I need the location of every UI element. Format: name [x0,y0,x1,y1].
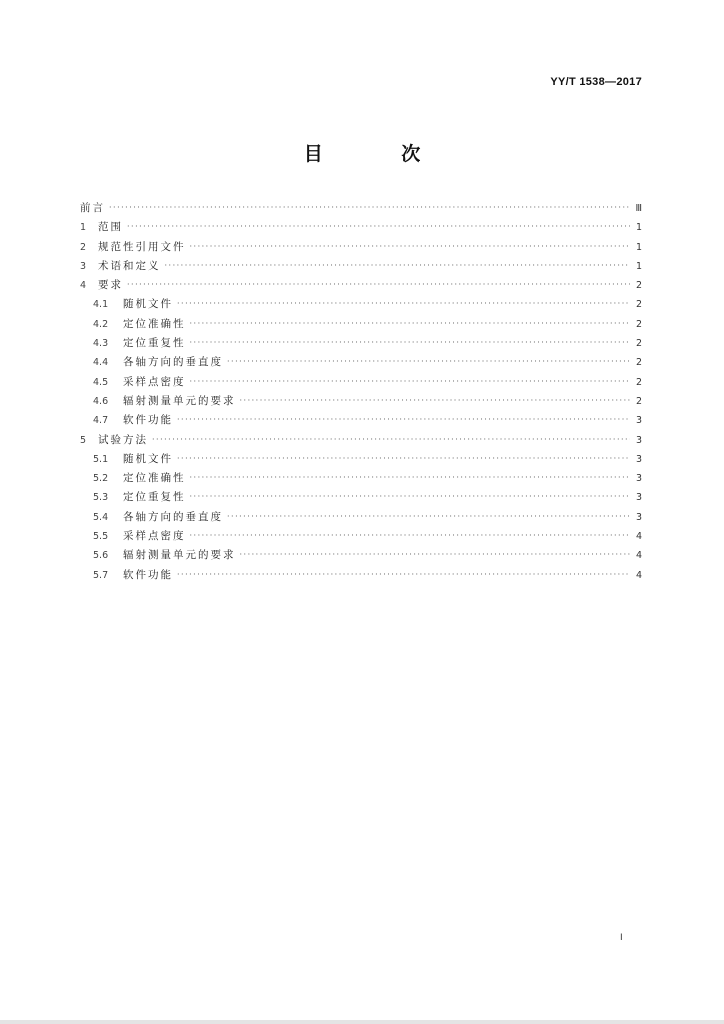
toc-entry-page: 2 [635,376,642,388]
toc-leader-dots [190,372,631,391]
toc-entry-number: 4.1 [93,299,109,311]
toc-leader-dots [177,410,630,429]
toc-entry-page: 2 [635,357,642,369]
toc-leader-dots [177,294,630,313]
toc-entry-title: 要求 [98,279,123,292]
page-title: 目 次 [303,143,457,165]
toc-entry-title: 各轴方向的垂直度 [123,510,223,523]
toc-entry-page: 3 [635,511,642,523]
toc-leader-dots [127,217,630,236]
toc-entry-title: 定位重复性 [123,491,186,504]
toc-entry[interactable] [80,508,642,527]
toc-entry-number: 5.3 [93,492,109,504]
toc-entry-number: 4 [80,280,87,292]
toc-entry-title: 随机文件 [123,452,173,465]
toc-entry-number: 4.3 [93,338,109,350]
toc-entry-title: 随机文件 [123,298,173,311]
toc-entry-page: 1 [635,260,642,272]
toc-entry[interactable] [80,488,642,507]
toc-entry-page: 1 [635,222,642,234]
toc-entry[interactable] [80,546,642,565]
toc-entry[interactable] [80,527,642,546]
toc-leader-dots [190,526,631,545]
toc-entry-page: 3 [635,492,642,504]
toc-entry-page: 4 [635,569,642,581]
toc-entry-number: 4.6 [93,395,109,407]
toc-leader-dots [240,391,631,410]
toc-entry[interactable] [80,276,642,295]
toc-leader-dots [190,237,631,256]
toc-entry-title: 规范性引用文件 [98,240,186,253]
toc-entry-page: 4 [635,531,642,543]
toc-entry-title: 试验方法 [98,433,148,446]
toc-entry-number: 5.5 [93,531,109,543]
toc-leader-dots [227,507,630,526]
toc-entry-number: 2 [80,241,87,253]
toc-entry-title: 采样点密度 [123,375,186,388]
toc-leader-dots [227,352,630,371]
toc-entry-title: 术语和定义 [98,259,161,272]
toc-entry-title: 各轴方向的垂直度 [123,356,223,369]
toc-entry-title: 定位准确性 [123,317,186,330]
toc-leader-dots [190,468,631,487]
bottom-scroll-edge [0,1020,724,1024]
toc-entry-number: 5.1 [93,453,109,465]
toc-entry[interactable] [80,469,642,488]
toc-entry[interactable] [80,373,642,392]
toc-entry-number: 5 [80,434,87,446]
toc-entry-number: 5.6 [93,550,109,562]
toc-entry-page: 2 [635,299,642,311]
toc-entry-number: 1 [80,222,87,234]
toc-entry-page: 4 [635,550,642,562]
toc-leader-dots [190,487,631,506]
toc-entry-title: 前言 [80,202,105,214]
toc-entry-page: 2 [635,338,642,350]
toc-leader-dots [165,256,631,275]
toc-leader-dots [190,314,631,333]
toc-entry-page: 2 [635,395,642,407]
toc-entry[interactable] [80,238,642,257]
toc-entry-page: 2 [635,280,642,292]
toc-entry-page: 3 [635,434,642,446]
toc-entry[interactable] [80,411,642,430]
toc-leader-dots [177,565,630,584]
toc-entry-page: 3 [635,473,642,485]
toc-entry[interactable] [80,431,642,450]
toc-entry-number: 4.2 [93,318,109,330]
toc-entry-number: 4.7 [93,415,109,427]
toc-entry-page: Ⅲ [635,203,642,214]
toc-entry[interactable] [80,315,642,334]
toc-entry-title: 采样点密度 [123,530,186,543]
toc-leader-dots [109,198,630,217]
toc-entry-title: 软件功能 [123,414,173,427]
toc-entry[interactable] [80,257,642,276]
document-code: YY/T 1538—2017 [550,76,642,88]
page-number: Ⅰ [620,933,623,943]
toc-entry-number: 4.4 [93,357,109,369]
toc-entry-number: 5.4 [93,511,109,523]
toc-entry-number: 3 [80,260,87,272]
toc-leader-dots [177,449,630,468]
toc-leader-dots [190,333,631,352]
toc-entry-title: 定位准确性 [123,472,186,485]
toc-entry-page: 2 [635,318,642,330]
toc-entry[interactable] [80,392,642,411]
toc-entry-number: 4.5 [93,376,109,388]
toc-entry-number: 5.2 [93,473,109,485]
toc-entry-number: 5.7 [93,569,109,581]
toc-entry-page: 1 [635,241,642,253]
toc-entry-title: 定位重复性 [123,337,186,350]
toc-entry-title: 范围 [98,221,123,234]
toc-entry-title: 辐射测量单元的要求 [123,549,236,562]
toc-entry[interactable] [80,295,642,314]
toc-entry[interactable] [80,334,642,353]
toc-leader-dots [240,545,631,564]
table-of-contents [80,199,642,585]
toc-entry[interactable] [80,218,642,237]
toc-entry[interactable] [80,353,642,372]
toc-entry-page: 3 [635,415,642,427]
toc-entry[interactable] [80,450,642,469]
toc-entry-page: 3 [635,453,642,465]
toc-entry[interactable] [80,199,642,218]
toc-leader-dots [127,275,630,294]
toc-entry[interactable] [80,566,642,585]
toc-leader-dots [152,430,630,449]
toc-entry-title: 辐射测量单元的要求 [123,394,236,407]
toc-entry-title: 软件功能 [123,568,173,581]
